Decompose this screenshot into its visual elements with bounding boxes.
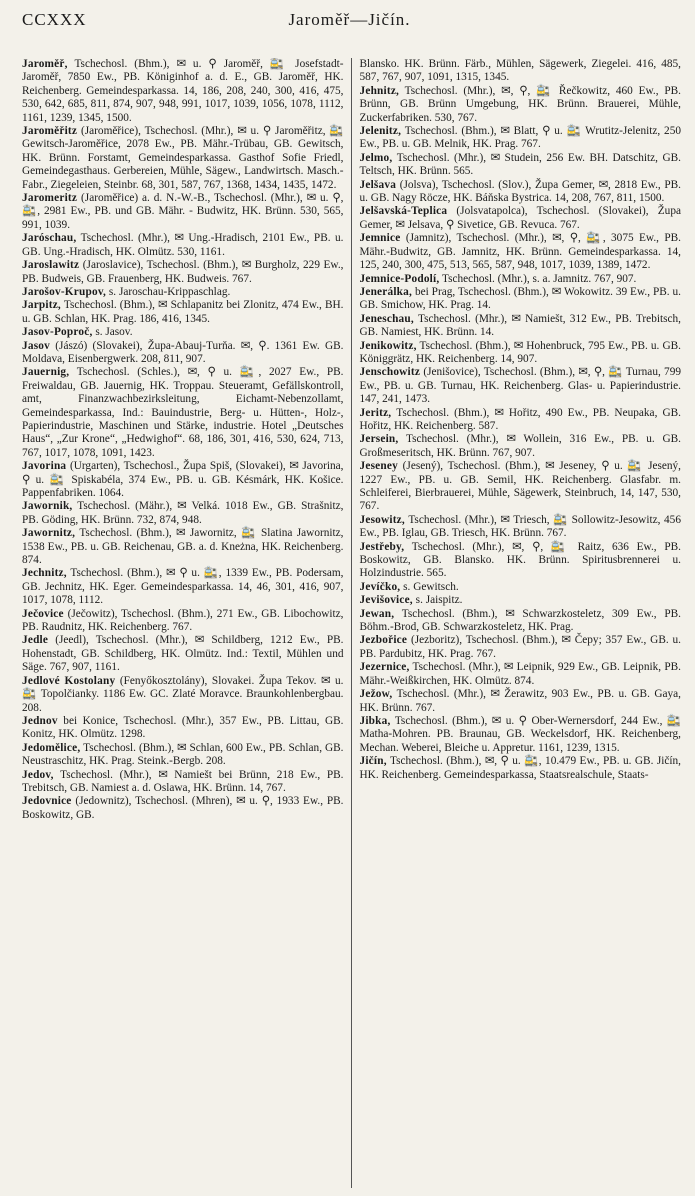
entry-text: (Jászó) (Slovakei), Župa-Abauj-Turňa. ✉, ⚲. 1361 Ew. GB. Moldava, Eisenbergwerk. 208, 811, 907. [22,339,344,365]
entry-text: Tschechosl. (Mhr.), s. a. Jamnitz. 767, 907. [442,272,637,285]
entry-text: Tschechosl. (Bhm.), ✉ Hořitz, 490 Ew., PB. Neupaka, GB. Hořitz, HK. Reichenberg. 587. [359,406,681,432]
directory-entry [22,675,344,715]
entry-headword: Jemnice [359,232,401,245]
directory-entry [22,460,344,500]
directory-entry [360,58,682,85]
entry-headword: Jauernig, [22,366,70,379]
entry-text: Tschechosl. (Mhr.), ✉ Namiešt bei Brünn, 218 Ew., PB. Trebitsch, GB. Namiest a. d. Oslawa, HK. Brünn. 14, 767. [22,768,344,794]
entry-text: (Jenišovice), Tschechosl. (Bhm.), ✉, ⚲, 🚉 Turnau, 799 Ew., PB. u. GB. Turnau, HK. Reichenberg. Glas- u. Papierindustrie. 147, 241, 1473. [359,366,681,406]
entry-text: (Jaroměřice) a. d. N.-W.-B., Tschechosl. (Mhr.), ✉ u. ⚲, 🚉, 2981 Ew., PB. und GB. Mähr. - Budwitz, HK. Brünn. 530, 565, 991, 1039. [22,192,344,231]
entry-text: Tschechosl. (Bhm.), ✉ Schlapanitz bei Zlonitz, 474 Ew., BH. u. GB. Schlan, HK. Prag. 186, 416, 1345. [22,299,344,325]
entry-text: Tschechosl. (Bhm.), ✉ Blatt, ⚲ u. 🚉 Wrutitz-Jelenitz, 250 Ew., PB. u. GB. Melnik, HK. Prag. 767. [359,125,681,151]
entry-headword: Jaroslawitz [22,259,80,272]
entry-headword: Jevíčko, [359,580,401,593]
directory-entry [360,608,682,635]
running-title: Jaroměř—Jičín. [288,10,411,29]
entry-text: s. Jaroschau-Krippaschlag. [108,285,231,298]
entry-text: Blansko. HK. Brünn. Färb., Mühlen, Sägewerk, Ziegelei. 416, 485, 587, 767, 907, 1091, 1315, 1345. [359,58,681,84]
directory-entry [360,232,682,272]
entry-headword: Jesowitz, [359,513,405,526]
entry-text: (Fenyőkosztolány), Slovakei. Župa Tekov. ✉ u. 🚉 Topolčianky. 1186 Ew. GC. Zlaté Moravce. Braunkohlenbergbau. 208. [22,674,344,714]
entry-text: (Jesený), Tschechosl. (Bhm.), ✉ Jeseney, ⚲ u. 🚉 Jesený, 1227 Ew., PB. u. GB. Semil, HK. Reichenberg. Glasfabr. m. Schleiferei, Bierbrauerei, Mühle, Sägewerk, Steinbruch, 14, 147, 530, 767. [359,460,681,513]
two-column-body [22,58,681,1188]
entry-text: Tschechosl. (Mähr.), ✉ Velká. 1018 Ew., GB. Strašnitz, PB. Göding, HK. Brünn. 732, 874, 948. [22,500,344,526]
entry-headword: Jaromeritz [22,192,78,205]
directory-entry [360,85,682,125]
entry-headword: Jelšavská-Teplica [359,205,448,218]
entry-headword: Jarošov-Krupov, [22,285,107,298]
directory-entry [360,688,682,715]
entry-headword: Jewan, [359,607,395,620]
entry-text: Tschechosl. (Bhm.), ✉ ⚲ u. 🚉, 1339 Ew., PB. Podersam, GB. Jechnitz, HK. Eger. Gemeindesparkassa. 14, 46, 301, 416, 907, 1017, 1078, 1112. [22,567,344,607]
directory-entry [360,433,682,460]
entry-text: s. Jasov. [95,326,133,339]
entry-text: (Urgarten), Tschechosl., Župa Spiš, (Slovakei), ✉ Javorina, ⚲ u. 🚉 Spiskabéla, 374 Ew., PB. u. GB. Késmárk, HK. Košice. Pappenfabriken. 1064. [22,460,344,499]
entry-headword: Jersein, [359,433,399,446]
directory-entry [22,125,344,192]
entry-headword: Jeritz, [359,406,392,419]
entry-headword: Jibka, [359,714,391,727]
entry-text: (Jaroměřice), Tschechosl. (Mhr.), ✉ u. ⚲ Jaroměřitz, 🚉 Gewitsch-Jaroměřice, 2078 Ew., PB. Mähr.-Trübau, GB. Gewitsch, HK. Brünn. Forstamt, Gemeindesparkassa. Gasthof Sofie Friedl, Gemeindegasthaus. Gerbereien, Mühle, Sägew., Landwirtsch. Masch.-Fabr., Ziegeleien, Steinbr. 68, 301, 587, 767, 1368, 1434, 1435, 1472. [22,125,344,191]
entry-headword: Jezbořice [359,634,408,647]
directory-entry [360,407,682,434]
entry-headword: Jeneschau, [359,312,414,325]
directory-entry [360,340,682,367]
entry-headword: Jarpitz, [22,299,61,312]
directory-entry [22,608,344,635]
entry-text: Tschechosl. (Mhr.), ✉ Studein, 256 Ew. BH. Datschitz, GB. Teltsch, HK. Brünn. 565. [359,151,681,178]
entry-text: Tschechosl. (Bhm.), ✉ u. ⚲ Ober-Wernersdorf, 244 Ew., 🚉 Matha-Mohren. PB. Braunau, GB. Weckelsdorf, HK. Reichenberg, Mechan. Weberei, Bleiche u. Appretur. 1161, 1239, 1315. [359,714,681,754]
entry-headword: Jaroměř, [22,58,68,70]
entry-text: Tschechosl. (Bhm.), ✉ Jawornitz, 🚉 Slatina Jawornitz, 1538 Ew., PB. u. GB. Reichenau, GB. a. d. Kneżna, HK. Reichenberg. 874. [22,527,344,567]
entry-text: (Jezboritz), Tschechosl. (Bhm.), ✉ Čepy; 357 Ew., GB. u. PB. Pardubitz, HK. Prag. 767. [359,634,681,660]
right-column [351,58,682,1188]
directory-entry [22,742,344,769]
entry-text: (Jamnitz), Tschechosl. (Mhr.), ✉, ⚲, 🚉, 3075 Ew., PB. Mähr.-Budwitz, GB. Jamnitz, HK. Brünn. Gemeindesparkassa. 14, 125, 240, 300, 475, 513, 565, 587, 948, 1017, 1039, 1389, 1472. [359,232,681,272]
entry-headword: Jevišovice, [359,594,413,607]
entry-text: (Jolsvatapolca), Tschechosl. (Slovakei), Župa Gemer, ✉ Jelsava, ⚲ Sivetice, GB. Revuca. 767. [359,205,681,231]
entry-headword: Jezernice, [359,661,410,674]
directory-entry [22,192,344,232]
directory-entry [22,340,344,367]
directory-entry [360,460,682,514]
directory-entry [360,715,682,755]
entry-text: Tschechosl. (Bhm.), ✉ u. ⚲ Jaroměř, 🚉 Josefstadt-Jaroměř, 7850 Ew., PB. Königinhof a. d. E., GB. Jaroměř, HK. Reichenberg. Gemeindesparkassa. 14, 186, 208, 240, 300, 416, 475, 530, 642, 685, 811, 874, 907, 948, 991, 1017, 1039, 1056, 1078, 1112, 1161, 1239, 1345, 1500. [22,58,344,124]
entry-text: Tschechosl. (Mhr.), ✉ Žerawitz, 903 Ew., PB. u. GB. Gaya, HK. Brünn. 767. [359,688,681,714]
directory-entry [360,594,682,607]
entry-text: Tschechosl. (Mhr.), ✉ Leipnik, 929 Ew., GB. Leipnik, PB. Mähr.-Weißkirchen, HK. Olmütz. 874. [359,661,681,687]
directory-entry [22,286,344,299]
directory-entry [22,58,344,125]
directory-entry [22,326,344,339]
entry-text: bei Prag, Tschechosl. (Bhm.), ✉ Wokowitz. 39 Ew., PB. u. GB. Smichow, HK. Prag. 14. [359,285,681,312]
entry-headword: Jestřeby, [359,540,405,553]
page-number: CCXXX [22,10,87,29]
entry-headword: Jawornitz, [22,527,76,540]
entry-text: (Jolsva), Tschechosl. (Slov.), Župa Gemer, ✉, 2818 Ew., PB. u. GB. Nagy Röcze, HK. Báňska Bystrica. 14, 208, 767, 811, 1500. [359,178,681,205]
left-column [22,58,351,1188]
entry-text: Tschechosl. (Bhm.), ✉ Schlan, 600 Ew., PB. Schlan, GB. Neustraschitz, HK. Prag. Steink.-Bergb. 208. [22,741,344,768]
entry-text: s. Jaispitz. [415,594,463,607]
page-header [22,6,677,36]
entry-headword: Jičín, [359,755,387,768]
entry-text: (Jeedl), Tschechosl. (Mhr.), ✉ Schildberg, 1212 Ew., PB. Hohenstadt, GB. Schildberg, HK. Olmütz. Ind.: Textil, Mühlen und Säge. 767, 907, 1161. [22,634,344,674]
directory-entry [360,205,682,232]
entry-text: (Jedownitz), Tschechosl. (Mhren), ✉ u. ⚲, 1933 Ew., PB. Boskowitz, GB. [22,795,344,821]
entry-headword: Jelmo, [359,151,393,164]
entry-headword: Jaroměřitz [22,125,78,138]
directory-entry [360,273,682,286]
directory-entry [360,661,682,688]
entry-headword: Jednov [22,714,58,727]
entry-text: Tschechosl. (Schles.), ✉, ⚲ u. 🚉, 2027 Ew., PB. Freiwaldau, GB. Jauernig, HK. Troppau. Steueramt, Gefällskontroll, amt, Finanzwachbezirksleitung, Eichamt-Nebenzollamt, Gemeindesparkassa, Ind.: Bauindustrie, Berg- u. Hütten-, Holz-, Papierindustrie, Maschinen und Stärke, industrie. Hotel „Deutsches Haus“, „Zur Krone“, „Hedwighof“. 68, 186, 301, 416, 530, 624, 713, 767, 1017, 1078, 1091, 1423. [22,366,344,459]
entry-text: bei Konice, Tschechosl. (Mhr.), 357 Ew., PB. Littau, GB. Konitz, HK. Olmütz. 1298. [22,714,344,741]
entry-text: s. Gewitsch. [403,580,459,593]
entry-headword: Ježow, [359,688,393,701]
entry-headword: Jeseney [359,460,398,473]
directory-entry [22,634,344,674]
directory-entry [360,541,682,581]
directory-entry [360,125,682,152]
entry-headword: Jenerálka, [359,285,413,298]
entry-headword: Jedle [22,634,49,647]
directory-entry [360,514,682,541]
entry-headword: Jehnitz, [359,84,400,97]
entry-text: Tschechosl. (Mhr.), ✉ Triesch, 🚉 Sollowitz-Jesowitz, 456 Ew., PB. Iglau, GB. Triesch, HK. Brünn. 767. [359,513,681,540]
directory-entry [22,299,344,326]
entry-headword: Jelenitz, [359,125,402,138]
entry-text: Tschechosl. (Mhr.), ✉ Wollein, 316 Ew., PB. u. GB. Großmeseritsch, HK. Brünn. 767, 907. [359,433,681,459]
directory-entry [360,152,682,179]
directory-entry [22,769,344,796]
entry-headword: Jasov [22,339,50,352]
directory-entry [22,259,344,286]
entry-text: (Ječowitz), Tschechosl. (Bhm.), 271 Ew., GB. Libochowitz, PB. Raudnitz, HK. Reichenberg. 767. [22,607,344,634]
entry-text: Tschechosl. (Bhm.), ✉ Hohenbruck, 795 Ew., PB. u. GB. Königgrätz, HK. Reichenberg. 14, 907. [359,339,681,365]
entry-headword: Ječovice [22,607,64,620]
entry-text: Tschechosl. (Mhr.), ✉ Ung.-Hradisch, 2101 Ew., PB. u. GB. Ung.-Hradisch, HK. Olmütz. 530, 1161. [22,232,344,258]
directory-entry [22,527,344,567]
entry-text: Tschechosl. (Mhr.), ✉, ⚲, 🚉 Raitz, 636 Ew., PB. Boskowitz, GB. Blansko. HK. Brünn. Spiritusbrennerei u. Holzindustrie. 565. [359,540,681,580]
directory-entry [22,232,344,259]
entry-headword: Javorina [22,460,67,473]
entry-headword: Jedovnice [22,795,72,808]
directory-entry [22,366,344,460]
entry-headword: Jemnice-Podolí, [359,272,440,285]
entry-text: (Jaroslavice), Tschechosl. (Bhm.), ✉ Burgholz, 229 Ew., PB. Budweis, GB. Frauenberg, HK. Budweis. 767. [22,259,344,285]
directory-entry [22,715,344,742]
directory-entry [22,795,344,822]
directory-entry [360,366,682,406]
entry-text: Tschechosl. (Mhr.), ✉, ⚲, 🚉 Řečkowitz, 460 Ew., PB. Brünn, GB. Brünn Umgebung, HK. Brünn. Brauerei, Mühle, Zuckerfabriken. 530, 767. [359,84,681,124]
directory-entry [22,500,344,527]
directory-entry [22,567,344,607]
directory-entry [360,634,682,661]
entry-text: Tschechosl. (Bhm.), ✉ Schwarzkosteletz, 309 Ew., PB. Böhm.-Brod, GB. Schwarzkosteletz, HK. Prag. [359,607,681,634]
entry-headword: Jedov, [22,768,54,781]
directory-entry [360,286,682,313]
entry-headword: Jedlové Kostolany [22,674,116,687]
entry-headword: Jenikowitz, [359,339,417,352]
entry-text: Tschechosl. (Mhr.), ✉ Namiešt, 312 Ew., PB. Trebitsch, GB. Namiest, HK. Brünn. 14. [359,312,681,339]
directory-entry [360,313,682,340]
directory-entry [360,755,682,782]
entry-headword: Jenschowitz [359,366,421,379]
entry-headword: Jawornik, [22,500,73,513]
directory-entry [360,179,682,206]
directory-entry [360,581,682,594]
entry-headword: Jelšava [359,178,397,191]
entry-headword: Jechnitz, [22,567,67,580]
entry-text: Tschechosl. (Bhm.), ✉, ⚲ u. 🚉, 10.479 Ew., PB. u. GB. Jičín, HK. Reichenberg. Gemeindesparkassa, Staatsrealschule, Staats- [359,755,681,781]
entry-headword: Jedomělice, [22,741,81,754]
entry-headword: Jaróschau, [22,232,77,245]
entry-headword: Jasov-Poproč, [22,326,93,339]
